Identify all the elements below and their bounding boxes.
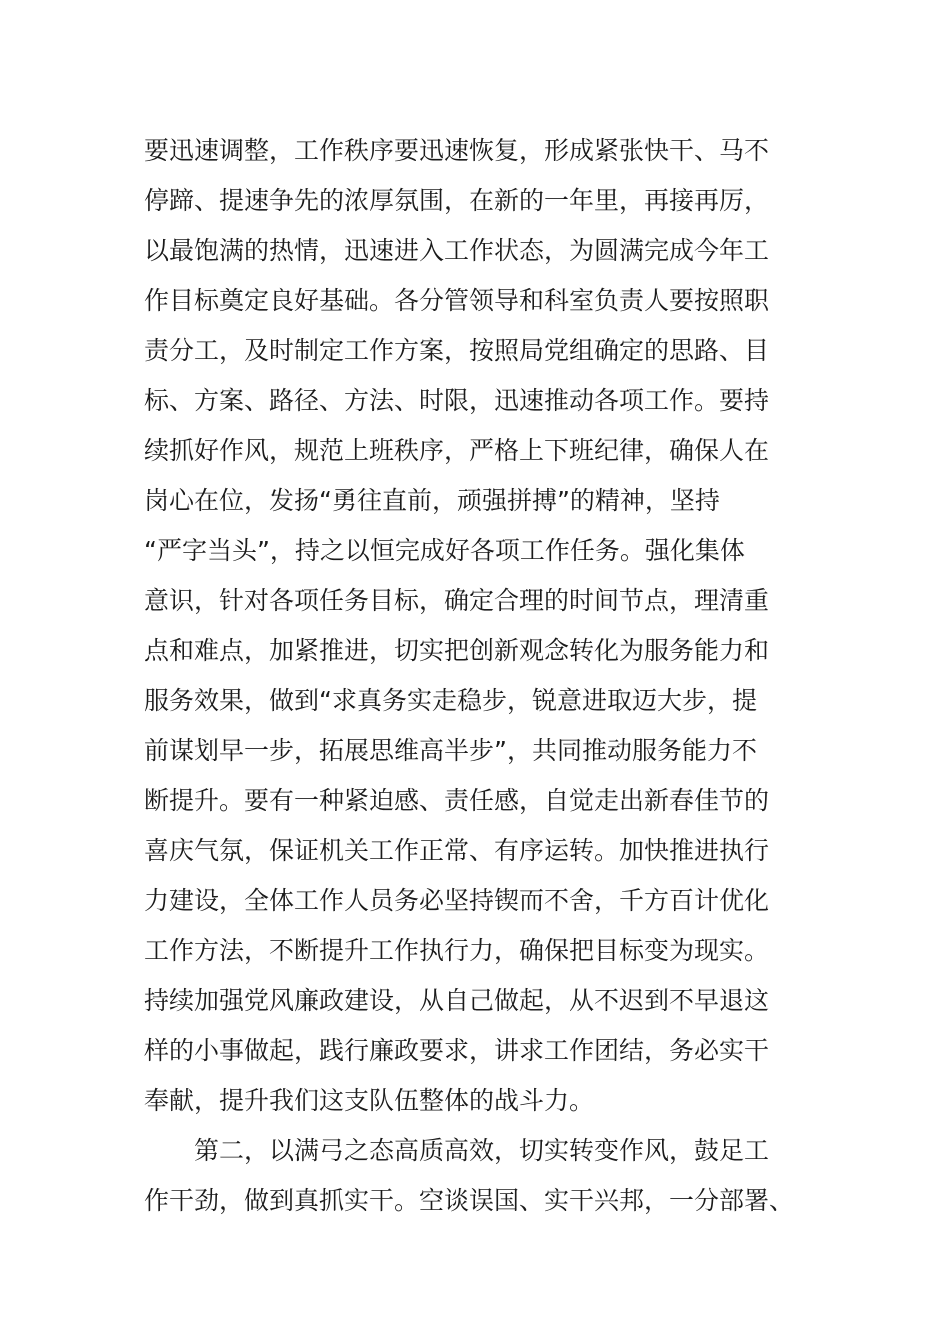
text-line: 样的小事做起，践行廉政要求，讲求工作团结，务必实干 [144, 1036, 770, 1065]
text-line: 作目标奠定良好基础。各分管领导和科室负责人要按照职 [144, 286, 770, 315]
text-line: 工作方法，不断提升工作执行力，确保把目标变为现实。 [144, 936, 770, 965]
text-line: 以最饱满的热情，迅速进入工作状态，为圆满完成今年工 [144, 236, 770, 265]
text-line: 意识，针对各项任务目标，确定合理的时间节点，理清重 [144, 586, 770, 615]
text-line: 持续加强党风廉政建设，从自己做起，从不迟到不早退这 [144, 986, 770, 1015]
text-line: 断提升。要有一种紧迫感、责任感，自觉走出新春佳节的 [144, 786, 770, 815]
text-line: 停蹄、提速争先的浓厚氛围，在新的一年里，再接再厉， [144, 186, 770, 215]
text-line: 力建设，全体工作人员务必坚持锲而不舍，千方百计优化 [144, 886, 770, 915]
text-line: 奉献，提升我们这支队伍整体的战斗力。 [144, 1086, 595, 1115]
text-line: “严字当头”，持之以恒完成好各项工作任务。强化集体 [144, 536, 745, 565]
text-line: 要迅速调整，工作秩序要迅速恢复，形成紧张快干、马不 [144, 136, 770, 165]
text-line: 作干劲，做到真抓实干。空谈误国、实干兴邦，一分部署、 [144, 1186, 795, 1215]
text-line: 岗心在位，发扬“勇往直前，顽强拼搏”的精神，坚持 [144, 486, 720, 515]
text-line: 喜庆气氛，保证机关工作正常、有序运转。加快推进执行 [144, 836, 770, 865]
text-line: 续抓好作风，规范上班秩序，严格上下班纪律，确保人在 [144, 436, 770, 465]
text-line: 前谋划早一步，拓展思维高半步”，共同推动服务能力不 [144, 736, 757, 765]
text-line: 服务效果，做到“求真务实走稳步，锐意进取迈大步，提 [144, 686, 757, 715]
paragraph-start-line: 第二，以满弓之态高质高效，切实转变作风，鼓足工 [194, 1136, 770, 1165]
text-line: 点和难点，加紧推进，切实把创新观念转化为服务能力和 [144, 636, 770, 665]
text-line: 责分工，及时制定工作方案，按照局党组确定的思路、目 [144, 336, 770, 365]
body-text [144, 126, 824, 1226]
text-line: 标、方案、路径、方法、时限，迅速推动各项工作。要持 [144, 386, 770, 415]
